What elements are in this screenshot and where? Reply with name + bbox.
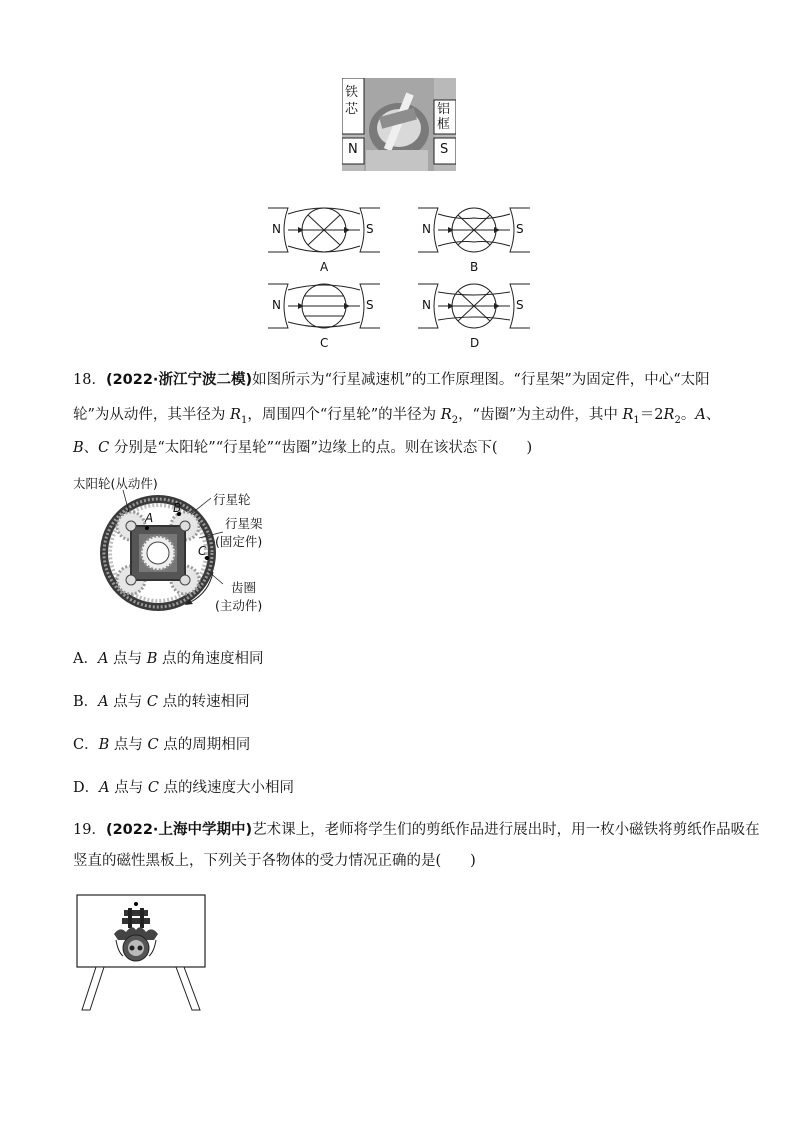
option-d-p2: C (147, 780, 159, 796)
option-a-p2: B (146, 651, 158, 667)
field-c-option: C (320, 336, 329, 350)
planetary-gear-figure (73, 476, 283, 618)
option-b-p2: C (146, 694, 158, 710)
q18-line2-part-c: ，“齿圈”为主动件，其中 (458, 407, 623, 423)
q18-line2-part-a: 轮”为从动件，其半径为 (73, 407, 231, 423)
q18-eq-r1-sub: 1 (633, 414, 640, 426)
q18-line2-part-d: 。 (680, 407, 696, 423)
point-c-label: C (198, 544, 207, 558)
q18-eq-r2-sub: 2 (674, 414, 681, 426)
option-a-letter: A． (73, 651, 98, 667)
q19-number: 19． (73, 822, 106, 838)
n-pole-label: N (348, 142, 358, 157)
q19-line2-text: 竖直的磁性黑板上，下列关于各物体的受力情况正确的是( ) (73, 853, 476, 869)
q18-r1: R (230, 407, 241, 423)
motor-photo (342, 78, 456, 171)
q18-point-a-ref: A (695, 407, 706, 423)
option-c-p1: B (98, 737, 110, 753)
option-c-rest: 点的周期相同 (158, 737, 251, 753)
s-pole-label: S (440, 142, 449, 157)
q19-line1-text: 艺术课上，老师将学生们的剪纸作品进行展出时，用一枚小磁铁将剪纸作品吸在 (252, 822, 760, 838)
field-diagram-c-graphic (268, 276, 380, 336)
q18-r2: R (440, 407, 452, 423)
q19-line-1 (73, 820, 760, 840)
aluminum-frame-label: 铝框 (437, 102, 451, 132)
q19-source: (2022·上海中学期中) (105, 822, 253, 838)
field-c-s: S (366, 298, 374, 312)
blackboard-graphic (76, 894, 208, 1014)
q18-option-d[interactable] (73, 778, 294, 798)
option-d-mid: 点与 (109, 780, 148, 796)
q18-eq-mid: ＝2 (639, 407, 664, 423)
q19-line-2 (73, 851, 476, 871)
field-b-option: B (470, 260, 479, 274)
carrier-sublabel: (固定件) (215, 534, 263, 549)
q18-line3-part-a: 、 (83, 440, 99, 456)
q18-line1-text: 如图所示为“行星减速机”的工作原理图。“行星架”为固定件，中心“太阳 (252, 372, 710, 388)
q18-r2-sub: 2 (451, 414, 459, 426)
option-d-letter: D． (73, 780, 100, 796)
field-c-n: N (272, 298, 281, 312)
option-a-mid: 点与 (108, 651, 147, 667)
carrier-label: 行星架 (225, 516, 263, 531)
ring-gear-sublabel: (主动件) (215, 598, 263, 613)
field-diagram-a (268, 200, 380, 278)
option-a-rest: 点的角速度相同 (157, 651, 264, 667)
field-diagram-b-graphic (418, 200, 530, 260)
option-c-mid: 点与 (109, 737, 148, 753)
q18-point-b-ref: B (73, 440, 84, 456)
point-a-label: A (145, 511, 154, 525)
q18-eq-r1: R (622, 407, 634, 423)
q18-line2-part-b: ，周围四个“行星轮”的半径为 (247, 407, 441, 423)
iron-core-label: 铁芯 (345, 85, 359, 117)
blackboard-figure (76, 894, 208, 1014)
option-b-mid: 点与 (108, 694, 147, 710)
sun-gear-label: 太阳轮(从动件) (73, 476, 158, 491)
field-a-option: A (320, 260, 329, 274)
option-d-p1: A (99, 780, 110, 796)
option-b-rest: 点的转速相同 (157, 694, 250, 710)
field-b-s: S (516, 222, 524, 236)
field-b-n: N (422, 222, 431, 236)
option-b-letter: B． (73, 694, 99, 710)
q18-option-b[interactable] (73, 692, 250, 712)
field-diagram-a-graphic (268, 200, 380, 260)
field-diagram-b (418, 200, 530, 278)
q18-number: 18． (73, 372, 106, 388)
q18-option-c[interactable] (73, 735, 250, 755)
field-diagram-d (418, 276, 530, 354)
q18-line-1 (73, 370, 710, 390)
ring-gear-label: 齿圈 (231, 580, 257, 595)
q18-line-2 (73, 405, 720, 431)
q18-option-a[interactable] (73, 649, 263, 669)
q18-line3-part-b: 分别是“太阳轮”“行星轮”“齿圈”边缘上的点。则在该状态下( ) (109, 440, 533, 456)
q18-point-c-ref: C (98, 440, 110, 456)
option-b-p1: A (98, 694, 109, 710)
point-b-label: B (173, 501, 182, 515)
q18-line2-part-e: 、 (705, 407, 721, 423)
q18-r1-sub: 1 (240, 414, 248, 426)
option-c-letter: C． (73, 737, 99, 753)
field-d-option: D (470, 336, 480, 350)
field-diagram-d-graphic (418, 276, 530, 336)
option-a-p1: A (97, 651, 109, 667)
q18-eq-r2: R (663, 407, 675, 423)
option-c-p2: C (147, 737, 159, 753)
q18-source: (2022·浙江宁波二模) (105, 372, 253, 388)
field-diagram-c (268, 276, 380, 354)
q18-line-3 (73, 438, 532, 458)
field-a-n: N (272, 222, 281, 236)
option-d-rest: 点的线速度大小相同 (158, 780, 295, 796)
field-a-s: S (366, 222, 374, 236)
field-d-n: N (422, 298, 431, 312)
field-d-s: S (516, 298, 524, 312)
planet-gear-label: 行星轮 (213, 492, 251, 507)
